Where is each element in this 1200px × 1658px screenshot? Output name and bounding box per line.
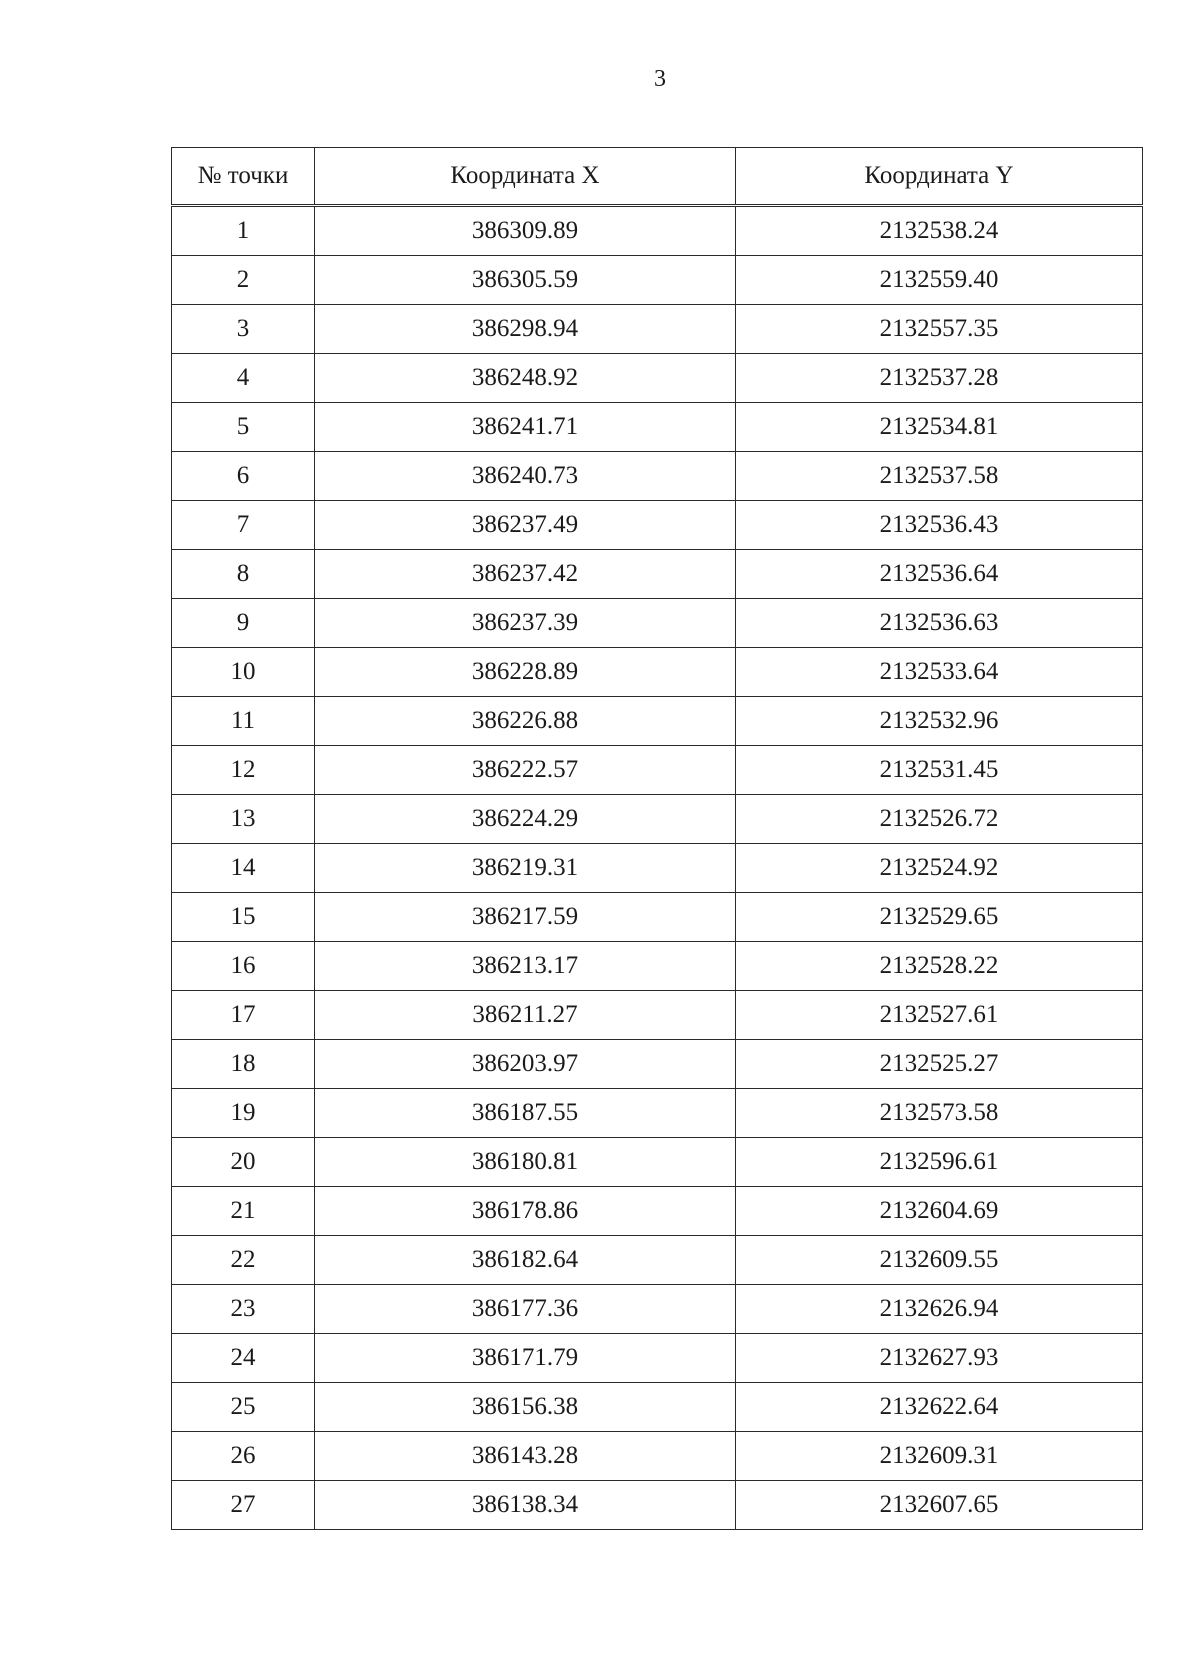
point-number-cell: 12 [172, 746, 315, 795]
point-number-cell: 22 [172, 1236, 315, 1285]
point-number-cell: 3 [172, 305, 315, 354]
coordinate-y-cell: 2132534.81 [736, 403, 1143, 452]
table-row [172, 403, 1143, 452]
coordinate-y-cell: 2132536.43 [736, 501, 1143, 550]
point-number-cell: 25 [172, 1383, 315, 1432]
table-row [172, 795, 1143, 844]
coordinate-x-cell: 386305.59 [315, 256, 736, 305]
coordinate-x-cell: 386298.94 [315, 305, 736, 354]
table-body [172, 206, 1143, 1530]
coordinate-x-cell: 386228.89 [315, 648, 736, 697]
coordinate-y-cell: 2132596.61 [736, 1138, 1143, 1187]
coordinate-y-cell: 2132559.40 [736, 256, 1143, 305]
coordinate-x-cell: 386237.42 [315, 550, 736, 599]
coordinate-y-cell: 2132622.64 [736, 1383, 1143, 1432]
coordinate-x-cell: 386222.57 [315, 746, 736, 795]
header-coordinate-x: Координата X [315, 148, 736, 206]
table-row [172, 1334, 1143, 1383]
coordinates-table [171, 147, 1143, 1530]
coordinate-x-cell: 386211.27 [315, 991, 736, 1040]
table-row [172, 1285, 1143, 1334]
coordinate-y-cell: 2132609.31 [736, 1432, 1143, 1481]
coordinate-x-cell: 386217.59 [315, 893, 736, 942]
point-number-cell: 7 [172, 501, 315, 550]
coordinate-x-cell: 386187.55 [315, 1089, 736, 1138]
table-row [172, 1383, 1143, 1432]
coordinate-y-cell: 2132527.61 [736, 991, 1143, 1040]
point-number-cell: 16 [172, 942, 315, 991]
coordinate-x-cell: 386219.31 [315, 844, 736, 893]
coordinate-x-cell: 386248.92 [315, 354, 736, 403]
point-number-cell: 13 [172, 795, 315, 844]
point-number-cell: 11 [172, 697, 315, 746]
coordinate-x-cell: 386138.34 [315, 1481, 736, 1530]
table-row [172, 697, 1143, 746]
coordinate-x-cell: 386143.28 [315, 1432, 736, 1481]
coordinate-x-cell: 386224.29 [315, 795, 736, 844]
point-number-cell: 23 [172, 1285, 315, 1334]
coordinate-x-cell: 386213.17 [315, 942, 736, 991]
table-row [172, 1040, 1143, 1089]
table-row [172, 893, 1143, 942]
point-number-cell: 6 [172, 452, 315, 501]
coordinate-y-cell: 2132627.93 [736, 1334, 1143, 1383]
coordinate-y-cell: 2132573.58 [736, 1089, 1143, 1138]
coordinate-x-cell: 386171.79 [315, 1334, 736, 1383]
table-row [172, 354, 1143, 403]
coordinate-y-cell: 2132533.64 [736, 648, 1143, 697]
coordinate-y-cell: 2132607.65 [736, 1481, 1143, 1530]
table-row [172, 1138, 1143, 1187]
coordinate-y-cell: 2132536.64 [736, 550, 1143, 599]
point-number-cell: 1 [172, 206, 315, 256]
point-number-cell: 20 [172, 1138, 315, 1187]
table-header-row [172, 148, 1143, 206]
coordinate-y-cell: 2132532.96 [736, 697, 1143, 746]
table-row [172, 1187, 1143, 1236]
point-number-cell: 21 [172, 1187, 315, 1236]
table-row [172, 942, 1143, 991]
table-row [172, 1236, 1143, 1285]
point-number-cell: 15 [172, 893, 315, 942]
table-row [172, 1432, 1143, 1481]
table-row [172, 844, 1143, 893]
coordinate-y-cell: 2132609.55 [736, 1236, 1143, 1285]
table-row [172, 648, 1143, 697]
coordinate-x-cell: 386156.38 [315, 1383, 736, 1432]
coordinate-x-cell: 386203.97 [315, 1040, 736, 1089]
point-number-cell: 9 [172, 599, 315, 648]
coordinate-x-cell: 386177.36 [315, 1285, 736, 1334]
table-row [172, 305, 1143, 354]
coordinate-y-cell: 2132524.92 [736, 844, 1143, 893]
coordinate-y-cell: 2132538.24 [736, 206, 1143, 256]
point-number-cell: 8 [172, 550, 315, 599]
table-row [172, 256, 1143, 305]
coordinate-x-cell: 386180.81 [315, 1138, 736, 1187]
header-coordinate-y: Координата Y [736, 148, 1143, 206]
table-row [172, 746, 1143, 795]
coordinate-y-cell: 2132557.35 [736, 305, 1143, 354]
coordinate-x-cell: 386241.71 [315, 403, 736, 452]
coordinate-y-cell: 2132525.27 [736, 1040, 1143, 1089]
coordinate-y-cell: 2132604.69 [736, 1187, 1143, 1236]
coordinate-y-cell: 2132531.45 [736, 746, 1143, 795]
coordinate-y-cell: 2132526.72 [736, 795, 1143, 844]
coordinate-x-cell: 386178.86 [315, 1187, 736, 1236]
table-row [172, 1089, 1143, 1138]
coordinate-y-cell: 2132626.94 [736, 1285, 1143, 1334]
point-number-cell: 18 [172, 1040, 315, 1089]
header-point-number: № точки [172, 148, 315, 206]
coordinate-y-cell: 2132537.28 [736, 354, 1143, 403]
coordinate-x-cell: 386240.73 [315, 452, 736, 501]
table-row [172, 599, 1143, 648]
point-number-cell: 5 [172, 403, 315, 452]
coordinate-x-cell: 386237.49 [315, 501, 736, 550]
point-number-cell: 4 [172, 354, 315, 403]
coordinate-y-cell: 2132537.58 [736, 452, 1143, 501]
coordinate-y-cell: 2132529.65 [736, 893, 1143, 942]
point-number-cell: 14 [172, 844, 315, 893]
point-number-cell: 24 [172, 1334, 315, 1383]
table-row [172, 501, 1143, 550]
table-row [172, 991, 1143, 1040]
table-row [172, 550, 1143, 599]
point-number-cell: 27 [172, 1481, 315, 1530]
point-number-cell: 10 [172, 648, 315, 697]
point-number-cell: 19 [172, 1089, 315, 1138]
coordinate-x-cell: 386226.88 [315, 697, 736, 746]
coordinate-y-cell: 2132536.63 [736, 599, 1143, 648]
coordinate-x-cell: 386182.64 [315, 1236, 736, 1285]
coordinate-y-cell: 2132528.22 [736, 942, 1143, 991]
point-number-cell: 2 [172, 256, 315, 305]
coordinate-x-cell: 386237.39 [315, 599, 736, 648]
point-number-cell: 26 [172, 1432, 315, 1481]
page-number: 3 [654, 66, 666, 92]
table-row [172, 1481, 1143, 1530]
point-number-cell: 17 [172, 991, 315, 1040]
table-row [172, 206, 1143, 256]
table-row [172, 452, 1143, 501]
coordinate-x-cell: 386309.89 [315, 206, 736, 256]
